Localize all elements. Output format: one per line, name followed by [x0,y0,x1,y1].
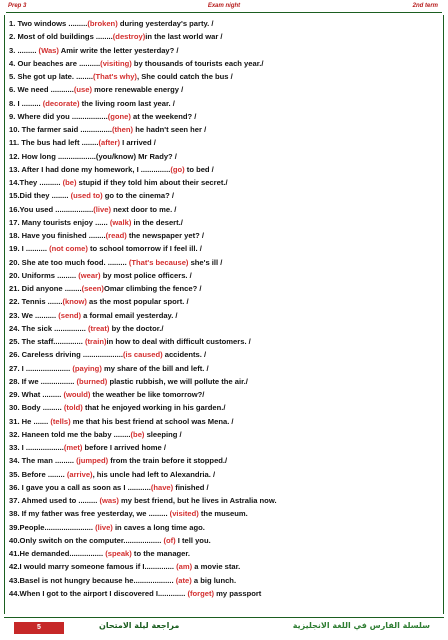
answer-text: (told) [63,403,83,413]
question-text: 8. I ......... [9,98,43,108]
question-text: 11. The bus had left ........ [9,138,99,148]
question-item [9,136,442,149]
question-text: the weather be like tomorrow?/ [90,390,205,399]
question-text: , She could catch the bus / [136,72,233,81]
answer-text: (ate) [175,575,192,585]
answer-text: (use) [73,85,93,95]
question-text: 6. We need ........... [9,85,74,95]
question-item [9,521,442,534]
question-text: 29. What ......... [9,390,64,399]
question-item [9,560,442,573]
question-text: 34. The man ......... [9,456,77,466]
question-item [9,163,442,176]
answer-text: (seen) [81,284,104,293]
question-text: 4. Our beaches are .......... [9,58,101,68]
answer-text: (decorate) [42,98,80,108]
footer-review-title: مراجعة ليلة الامتحان [99,621,180,630]
question-text: 24. The sick ............... [9,323,88,333]
answer-text: (send) [58,310,82,320]
question-item [9,123,442,136]
question-text: 35. Before ........ [9,469,67,479]
answer-text: (be) [62,178,77,187]
question-text: 33. I .................. [9,443,64,452]
answer-text: (go) [170,164,185,174]
question-text: to school tomorrow if I feel ill. / [87,244,202,254]
page-footer [4,617,444,636]
question-text: 16.You used .................. [9,204,94,214]
answer-text: (then) [111,125,134,134]
question-text: 27. I ..................... [9,363,73,373]
answer-text: (train) [84,337,107,346]
question-text: by thousands of tourists each year./ [131,58,264,68]
answer-text: (That's because) [128,257,189,267]
answer-text: (Was) [38,45,59,55]
answer-text: (That's why) [92,72,137,81]
question-text: Omar climbing the fence? / [103,284,202,293]
question-item [9,150,442,163]
question-item [9,83,442,96]
question-item [9,70,442,83]
term-label: 2nd term [412,3,438,9]
question-item [9,57,442,70]
answer-text: (know) [62,297,87,307]
question-text: 37. Ahmed used to ......... [9,496,100,505]
question-text: by most police officers. / [100,270,192,280]
question-text: 42.I would marry someone famous if I.............. [9,562,177,572]
question-text: 44.When I got to the airport I discovered I............. [9,588,188,598]
question-text: 40.Only switch on the computer.................. [9,535,164,545]
answer-text: (wear) [78,270,101,280]
question-text: go to the cinema? / [102,191,174,201]
question-text: 28. If we ................ [9,376,77,386]
answer-text: (used to) [70,191,103,201]
question-text: in how to deal with difficult customers. / [106,337,251,346]
answer-text: (walk) [109,217,132,227]
question-text: during yesterday's party. / [117,19,214,28]
question-text: the museum. [198,509,248,519]
answer-text: (visiting) [100,58,132,68]
question-text: Amir write the letter yesterday? / [58,45,179,55]
question-text: my passport [214,588,262,598]
question-item [9,587,442,600]
question-text: 21. Did anyone ........ [9,284,82,293]
question-text: 15.Did they ........ [9,191,71,201]
question-text: plastic rubbish, we will pollute the air./ [107,376,248,386]
answer-text: (is caused) [122,350,163,360]
answer-text: (speak) [105,549,132,558]
question-text: to the manager. [131,549,191,558]
answer-text: (would) [63,390,91,399]
answer-text: (jumped) [76,456,109,466]
question-text: 2. Most of old buildings ........ [9,32,113,42]
question-text: 22. Tennis ....... [9,297,63,307]
answer-text: (not come) [49,244,88,254]
question-item [9,295,442,308]
question-item [9,507,442,520]
answer-text: (paying) [72,363,102,373]
question-text: that he enjoyed working in his garden./ [82,403,226,413]
question-item [9,44,442,57]
question-text: she's ill / [188,257,223,267]
question-text: 12. How long ..................(you/know) Mr Rady? / [9,151,177,161]
question-item [9,454,442,467]
question-text: 32. Haneen told me the baby ........ [9,429,131,439]
page-number: 5 [14,622,64,634]
question-text: 19. I .......... [9,244,50,254]
answer-text: (live) [93,204,111,214]
question-item [9,17,442,30]
question-text: 18. Have you finished ........ [9,231,106,240]
answer-text: (treat) [87,323,110,333]
question-text: 31. He ....... [9,416,51,426]
question-item [9,189,442,202]
question-item [9,203,442,216]
question-text: I arrived / [120,138,156,148]
question-text: stupid if they told him about their secret./ [76,178,228,187]
question-text: he hadn't seen her / [133,125,207,134]
question-text: 36. I gave you a call as soon as I ........... [9,482,151,492]
question-item [9,229,442,242]
question-item [9,97,442,110]
question-item [9,375,442,388]
question-text: from the train before it stopped./ [108,456,228,466]
question-item [9,428,442,441]
question-item [9,534,442,547]
answer-text: (read) [105,231,127,240]
question-text: finished / [173,482,209,492]
question-text: , his uncle had left to Alexandria. / [92,469,216,479]
question-text: a movie star. [192,562,241,572]
answer-text: (was) [99,496,119,505]
question-text: more renewable energy / [92,85,184,95]
question-item [9,322,442,335]
question-text: the newspaper yet? / [126,231,204,240]
question-text: sleeping / [144,429,182,439]
question-text: 26. Careless driving ................... [9,350,123,360]
answer-text: (have) [150,482,174,492]
question-item [9,309,442,322]
question-text: my best friend, but he lives in Astralia now. [118,496,277,505]
question-item [9,282,442,295]
question-item [9,216,442,229]
answer-text: (met) [63,443,83,452]
question-text: 20. Uniforms ......... [9,270,79,280]
question-item [9,176,442,189]
question-text: before I arrived home / [82,443,166,452]
question-text: next door to me. / [111,204,177,214]
question-item [9,256,442,269]
question-item [9,401,442,414]
answer-text: (am) [176,562,193,572]
question-item [9,468,442,481]
footer-series-title: سلسلة الفارس في اللغة الانجليزية [292,621,430,630]
question-item [9,348,442,361]
question-text: in the desert./ [131,217,183,227]
answer-text: (forget) [187,588,215,598]
question-text: at the weekend? / [130,111,197,121]
question-text: 14.They .......... [9,178,63,187]
question-item [9,481,442,494]
answer-text: (broken) [87,19,118,28]
grade-label: Prep 3 [8,3,27,9]
question-text: 9. Where did you ................. [9,111,108,121]
answer-text: (gone) [107,111,131,121]
question-item [9,494,442,507]
answer-text: (live) [95,522,113,532]
answer-text: (of) [163,535,176,545]
question-text: 38. If my father was free yesterday, we ......... [9,509,170,519]
question-item [9,269,442,282]
question-item [9,388,442,401]
question-text: 30. Body ......... [9,403,64,413]
question-text: 3. ......... [9,45,39,55]
answer-text: (destroy) [112,32,146,42]
question-text: 13. After I had done my homework, I .............. [9,164,171,174]
question-item [9,441,442,454]
question-text: 39.People....................... [9,522,96,532]
question-text: my share of the bill and left. / [101,363,209,373]
answer-text: (burned) [76,376,108,386]
question-text: to bed / [184,164,214,174]
question-item [9,335,442,348]
question-text: me that his best friend at school was Mena. / [70,416,234,426]
question-list [9,17,442,600]
question-text: a big lunch. [191,575,237,585]
question-text: 5. She got up late. ........ [9,72,93,81]
question-text: in the last world war / [145,32,223,42]
question-item [9,547,442,560]
question-item [9,110,442,123]
answer-text: (visited) [169,509,199,519]
question-text: 23. We .......... [9,310,59,320]
question-item [9,30,442,43]
question-text: 1. Two windows ......... [9,19,88,28]
question-text: by the doctor./ [109,323,164,333]
answer-text: (be) [130,429,145,439]
question-item [9,415,442,428]
question-item [9,574,442,587]
question-text: a formal email yesterday. / [81,310,178,320]
question-text: 20. She ate too much food. ......... [9,257,129,267]
question-text: 10. The farmer said ............... [9,125,112,134]
question-text: in caves a long time ago. [112,522,205,532]
question-text: 25. The staff.............. [9,337,85,346]
question-text: 41.He demanded................ [9,549,106,558]
question-item [9,362,442,375]
answer-text: (tells) [50,416,71,426]
page-header [6,2,442,13]
header-title: Exam night [207,3,241,9]
question-text: 43.Basel is not hungry because he................... [9,575,176,585]
question-item [9,242,442,255]
answer-text: (arrive) [66,469,93,479]
question-text: the living room last year. / [79,98,175,108]
question-text: I tell you. [175,535,211,545]
answer-text: (after) [98,138,120,148]
question-text: as the most popular sport. / [86,297,189,307]
question-text: 17. Many tourists enjoy ...... [9,217,110,227]
question-text: accidents. / [162,350,207,360]
